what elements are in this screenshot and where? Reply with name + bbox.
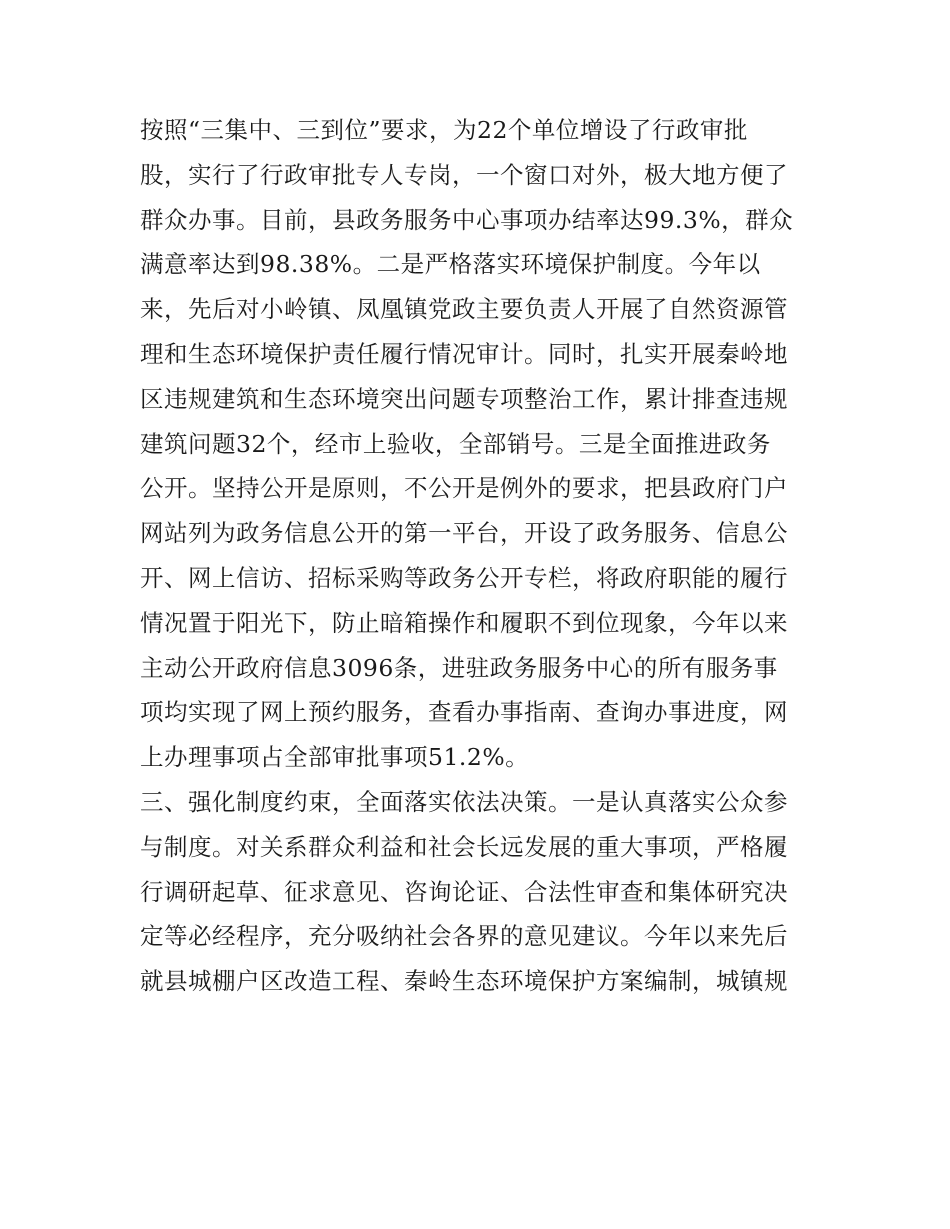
text-line: 上办理事项占全部审批事项51.2%。 bbox=[140, 743, 530, 772]
text-line: 理和生态环境保护责任履行情况审计。同时，扎实开展秦岭地 bbox=[140, 339, 788, 368]
text-line: 来，先后对小岭镇、凤凰镇党政主要负责人开展了自然资源管 bbox=[140, 295, 788, 324]
text-line: 主动公开政府信息3096条，进驻政务服务中心的所有服务事 bbox=[140, 653, 778, 682]
text-line: 开、网上信访、招标采购等政务公开专栏，将政府职能的履行 bbox=[140, 563, 788, 592]
text-line: 满意率达到98.38%。二是严格落实环境保护制度。今年以 bbox=[140, 250, 761, 279]
text-line: 网站列为政务信息公开的第一平台，开设了政务服务、信息公 bbox=[140, 519, 788, 548]
text-line: 群众办事。目前，县政务服务中心事项办结率达99.3%，群众 bbox=[140, 205, 794, 234]
text-line: 区违规建筑和生态环境突出问题专项整治工作，累计排查违规 bbox=[140, 384, 788, 413]
body-text bbox=[140, 108, 820, 1004]
text-line: 建筑问题32个，经市上验收，全部销号。三是全面推进政务 bbox=[140, 429, 771, 458]
text-line: 定等必经程序，充分吸纳社会各界的意见建议。今年以来先后 bbox=[140, 922, 788, 951]
section-heading-line: 三、强化制度约束，全面落实依法决策。一是认真落实公众参 bbox=[140, 787, 788, 816]
text-line: 与制度。对关系群众利益和社会长远发展的重大事项，严格履 bbox=[140, 832, 788, 861]
text-line: 项均实现了网上预约服务，查看办事指南、查询办事进度，网 bbox=[140, 698, 788, 727]
text-line: 按照“三集中、三到位”要求，为22个单位增设了行政审批 bbox=[140, 116, 748, 144]
text-line: 股，实行了行政审批专人专岗，一个窗口对外，极大地方便了 bbox=[140, 160, 788, 189]
text-line: 就县城棚户区改造工程、秦岭生态环境保护方案编制，城镇规 bbox=[140, 967, 788, 996]
text-line: 行调研起草、征求意见、咨询论证、合法性审查和集体研究决 bbox=[140, 877, 788, 906]
text-line: 情况置于阳光下，防止暗箱操作和履职不到位现象，今年以来 bbox=[140, 608, 788, 637]
text-line: 公开。坚持公开是原则，不公开是例外的要求，把县政府门户 bbox=[140, 474, 788, 503]
